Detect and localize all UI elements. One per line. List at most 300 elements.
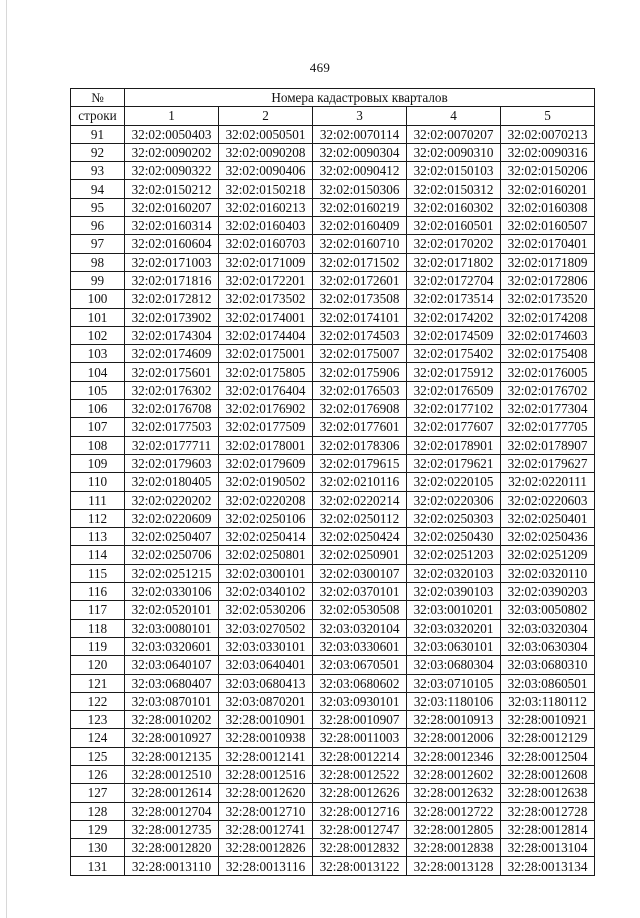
cadastral-number-cell: 32:02:0250414 <box>219 528 313 546</box>
cadastral-number-cell: 32:28:0013116 <box>219 857 313 875</box>
cadastral-number-cell: 32:28:0012638 <box>501 784 595 802</box>
table-row <box>71 235 595 253</box>
row-number-cell: 93 <box>71 162 125 180</box>
cadastral-number-cell: 32:28:0010938 <box>219 729 313 747</box>
cadastral-number-cell: 32:02:0250401 <box>501 509 595 527</box>
row-number-cell: 120 <box>71 656 125 674</box>
row-number-cell: 121 <box>71 674 125 692</box>
cadastral-number-cell: 32:02:0176702 <box>501 381 595 399</box>
cadastral-number-cell: 32:02:0150212 <box>125 180 219 198</box>
cadastral-number-cell: 32:28:0012141 <box>219 747 313 765</box>
table-row <box>71 656 595 674</box>
table-row <box>71 308 595 326</box>
cadastral-number-cell: 32:02:0179603 <box>125 454 219 472</box>
cadastral-number-cell: 32:02:0179615 <box>313 454 407 472</box>
row-number-cell: 95 <box>71 198 125 216</box>
header-row-label: строки <box>71 107 125 125</box>
cadastral-number-cell: 32:28:0012814 <box>501 820 595 838</box>
cadastral-number-cell: 32:02:0070114 <box>313 125 407 143</box>
row-number-cell: 124 <box>71 729 125 747</box>
cadastral-number-cell: 32:02:0178907 <box>501 436 595 454</box>
cadastral-number-cell: 32:02:0250106 <box>219 509 313 527</box>
cadastral-number-cell: 32:28:0010921 <box>501 711 595 729</box>
cadastral-number-cell: 32:28:0012346 <box>407 747 501 765</box>
cadastral-number-cell: 32:02:0176503 <box>313 381 407 399</box>
cadastral-number-cell: 32:02:0175007 <box>313 345 407 363</box>
header-column-3: 3 <box>313 107 407 125</box>
cadastral-number-cell: 32:02:0300101 <box>219 564 313 582</box>
table-row <box>71 253 595 271</box>
cadastral-number-cell: 32:03:0080101 <box>125 619 219 637</box>
cadastral-number-cell: 32:02:0175912 <box>407 363 501 381</box>
table-row <box>71 473 595 491</box>
cadastral-number-cell: 32:02:0250112 <box>313 509 407 527</box>
cadastral-number-cell: 32:02:0250436 <box>501 528 595 546</box>
row-number-cell: 126 <box>71 765 125 783</box>
row-number-cell: 97 <box>71 235 125 253</box>
table-row <box>71 290 595 308</box>
cadastral-number-cell: 32:02:0090202 <box>125 143 219 161</box>
cadastral-number-cell: 32:28:0013110 <box>125 857 219 875</box>
row-number-cell: 108 <box>71 436 125 454</box>
header-column-5: 5 <box>501 107 595 125</box>
cadastral-number-cell: 32:28:0012510 <box>125 765 219 783</box>
cadastral-number-cell: 32:02:0250430 <box>407 528 501 546</box>
row-number-cell: 115 <box>71 564 125 582</box>
cadastral-number-cell: 32:03:1180106 <box>407 692 501 710</box>
cadastral-number-cell: 32:03:0860501 <box>501 674 595 692</box>
cadastral-number-cell: 32:02:0174609 <box>125 345 219 363</box>
cadastral-number-cell: 32:02:0220202 <box>125 491 219 509</box>
cadastral-number-cell: 32:03:0330601 <box>313 637 407 655</box>
cadastral-number-cell: 32:02:0177601 <box>313 418 407 436</box>
table-row <box>71 729 595 747</box>
cadastral-quarters-table <box>70 88 595 876</box>
table-header-row-bottom <box>71 107 595 125</box>
table-row <box>71 418 595 436</box>
cadastral-number-cell: 32:02:0090316 <box>501 143 595 161</box>
table-row <box>71 692 595 710</box>
cadastral-number-cell: 32:28:0010913 <box>407 711 501 729</box>
cadastral-number-cell: 32:02:0330106 <box>125 583 219 601</box>
cadastral-number-cell: 32:28:0012704 <box>125 802 219 820</box>
table-row <box>71 546 595 564</box>
cadastral-number-cell: 32:02:0176908 <box>313 400 407 418</box>
cadastral-number-cell: 32:02:0174208 <box>501 308 595 326</box>
table-row <box>71 564 595 582</box>
cadastral-number-cell: 32:02:0171809 <box>501 253 595 271</box>
cadastral-number-cell: 32:02:0320110 <box>501 564 595 582</box>
table-row <box>71 326 595 344</box>
row-number-cell: 130 <box>71 839 125 857</box>
cadastral-number-cell: 32:03:0710105 <box>407 674 501 692</box>
row-number-cell: 92 <box>71 143 125 161</box>
cadastral-number-cell: 32:28:0011003 <box>313 729 407 747</box>
cadastral-number-cell: 32:02:0173514 <box>407 290 501 308</box>
table-row <box>71 784 595 802</box>
cadastral-number-cell: 32:28:0012722 <box>407 802 501 820</box>
cadastral-number-cell: 32:02:0370101 <box>313 583 407 601</box>
row-number-cell: 101 <box>71 308 125 326</box>
cadastral-number-cell: 32:28:0012516 <box>219 765 313 783</box>
cadastral-number-cell: 32:02:0050501 <box>219 125 313 143</box>
table-row <box>71 400 595 418</box>
row-number-cell: 127 <box>71 784 125 802</box>
cadastral-number-cell: 32:02:0174509 <box>407 326 501 344</box>
cadastral-number-cell: 32:28:0012728 <box>501 802 595 820</box>
table-row <box>71 857 595 875</box>
cadastral-number-cell: 32:02:0250303 <box>407 509 501 527</box>
cadastral-number-cell: 32:02:0176404 <box>219 381 313 399</box>
cadastral-number-cell: 32:02:0160314 <box>125 217 219 235</box>
table-row <box>71 125 595 143</box>
cadastral-number-cell: 32:28:0012838 <box>407 839 501 857</box>
cadastral-number-cell: 32:02:0530206 <box>219 601 313 619</box>
cadastral-number-cell: 32:02:0150206 <box>501 162 595 180</box>
table-row <box>71 601 595 619</box>
row-number-cell: 125 <box>71 747 125 765</box>
cadastral-number-cell: 32:28:0012710 <box>219 802 313 820</box>
row-number-cell: 113 <box>71 528 125 546</box>
table-row <box>71 619 595 637</box>
table-row <box>71 583 595 601</box>
cadastral-number-cell: 32:02:0174101 <box>313 308 407 326</box>
cadastral-number-cell: 32:02:0178001 <box>219 436 313 454</box>
cadastral-number-cell: 32:02:0176708 <box>125 400 219 418</box>
cadastral-number-cell: 32:02:0220111 <box>501 473 595 491</box>
cadastral-number-cell: 32:02:0177304 <box>501 400 595 418</box>
cadastral-number-cell: 32:02:0173902 <box>125 308 219 326</box>
cadastral-number-cell: 32:02:0172812 <box>125 290 219 308</box>
cadastral-number-cell: 32:02:0160308 <box>501 198 595 216</box>
cadastral-number-cell: 32:02:0210116 <box>313 473 407 491</box>
table-row <box>71 198 595 216</box>
cadastral-number-cell: 32:02:0171816 <box>125 271 219 289</box>
cadastral-number-cell: 32:03:0010201 <box>407 601 501 619</box>
cadastral-number-cell: 32:02:0160302 <box>407 198 501 216</box>
cadastral-number-cell: 32:02:0174304 <box>125 326 219 344</box>
cadastral-number-cell: 32:02:0250901 <box>313 546 407 564</box>
cadastral-number-cell: 32:28:0012602 <box>407 765 501 783</box>
cadastral-number-cell: 32:02:0390103 <box>407 583 501 601</box>
cadastral-number-cell: 32:02:0320103 <box>407 564 501 582</box>
cadastral-number-cell: 32:03:0320201 <box>407 619 501 637</box>
row-number-cell: 129 <box>71 820 125 838</box>
cadastral-number-cell: 32:02:0177607 <box>407 418 501 436</box>
cadastral-number-cell: 32:02:0175601 <box>125 363 219 381</box>
cadastral-number-cell: 32:02:0170202 <box>407 235 501 253</box>
table-body <box>71 125 595 875</box>
table-row <box>71 454 595 472</box>
scan-edge-line <box>6 0 7 918</box>
cadastral-number-cell: 32:02:0170401 <box>501 235 595 253</box>
cadastral-number-cell: 32:28:0012608 <box>501 765 595 783</box>
header-column-2: 2 <box>219 107 313 125</box>
cadastral-number-cell: 32:02:0250801 <box>219 546 313 564</box>
cadastral-number-cell: 32:02:0220214 <box>313 491 407 509</box>
cadastral-number-cell: 32:02:0090304 <box>313 143 407 161</box>
cadastral-number-cell: 32:02:0150218 <box>219 180 313 198</box>
table-row <box>71 180 595 198</box>
cadastral-number-cell: 32:02:0173520 <box>501 290 595 308</box>
header-column-4: 4 <box>407 107 501 125</box>
table-row <box>71 711 595 729</box>
cadastral-number-cell: 32:03:0680413 <box>219 674 313 692</box>
cadastral-number-cell: 32:02:0070207 <box>407 125 501 143</box>
cadastral-number-cell: 32:03:0680407 <box>125 674 219 692</box>
table-header-row-top <box>71 89 595 107</box>
cadastral-number-cell: 32:03:0050802 <box>501 601 595 619</box>
cadastral-number-cell: 32:03:0320601 <box>125 637 219 655</box>
cadastral-number-cell: 32:02:0175402 <box>407 345 501 363</box>
row-number-cell: 116 <box>71 583 125 601</box>
cadastral-number-cell: 32:28:0012632 <box>407 784 501 802</box>
cadastral-number-cell: 32:02:0174603 <box>501 326 595 344</box>
cadastral-number-cell: 32:02:0090322 <box>125 162 219 180</box>
cadastral-number-cell: 32:02:0160201 <box>501 180 595 198</box>
row-number-cell: 109 <box>71 454 125 472</box>
cadastral-number-cell: 32:02:0530508 <box>313 601 407 619</box>
row-number-cell: 105 <box>71 381 125 399</box>
cadastral-number-cell: 32:02:0178901 <box>407 436 501 454</box>
cadastral-number-cell: 32:28:0010901 <box>219 711 313 729</box>
cadastral-number-cell: 32:28:0012214 <box>313 747 407 765</box>
table-row <box>71 436 595 454</box>
row-number-cell: 112 <box>71 509 125 527</box>
cadastral-number-cell: 32:28:0013104 <box>501 839 595 857</box>
row-number-cell: 123 <box>71 711 125 729</box>
cadastral-number-cell: 32:02:0160507 <box>501 217 595 235</box>
row-number-cell: 102 <box>71 326 125 344</box>
cadastral-number-cell: 32:28:0012626 <box>313 784 407 802</box>
cadastral-number-cell: 32:02:0177711 <box>125 436 219 454</box>
cadastral-number-cell: 32:28:0012741 <box>219 820 313 838</box>
cadastral-number-cell: 32:02:0173508 <box>313 290 407 308</box>
cadastral-number-cell: 32:02:0176902 <box>219 400 313 418</box>
cadastral-number-cell: 32:28:0012522 <box>313 765 407 783</box>
cadastral-number-cell: 32:02:0220603 <box>501 491 595 509</box>
cadastral-number-cell: 32:02:0174503 <box>313 326 407 344</box>
cadastral-number-cell: 32:03:0680304 <box>407 656 501 674</box>
cadastral-number-cell: 32:02:0250706 <box>125 546 219 564</box>
cadastral-number-cell: 32:02:0171802 <box>407 253 501 271</box>
cadastral-number-cell: 32:02:0176509 <box>407 381 501 399</box>
row-number-cell: 111 <box>71 491 125 509</box>
cadastral-number-cell: 32:03:0630101 <box>407 637 501 655</box>
row-number-cell: 110 <box>71 473 125 491</box>
cadastral-number-cell: 32:02:0090208 <box>219 143 313 161</box>
cadastral-number-cell: 32:03:0930101 <box>313 692 407 710</box>
cadastral-number-cell: 32:28:0012735 <box>125 820 219 838</box>
cadastral-number-cell: 32:02:0172806 <box>501 271 595 289</box>
table-row <box>71 363 595 381</box>
page-number: 469 <box>309 60 331 75</box>
cadastral-number-cell: 32:03:1180112 <box>501 692 595 710</box>
cadastral-number-cell: 32:02:0070213 <box>501 125 595 143</box>
row-number-cell: 91 <box>71 125 125 143</box>
cadastral-number-cell: 32:03:0680310 <box>501 656 595 674</box>
cadastral-number-cell: 32:28:0012826 <box>219 839 313 857</box>
table-row <box>71 674 595 692</box>
cadastral-number-cell: 32:02:0176005 <box>501 363 595 381</box>
table-row <box>71 162 595 180</box>
cadastral-number-cell: 32:02:0220306 <box>407 491 501 509</box>
cadastral-number-cell: 32:02:0177509 <box>219 418 313 436</box>
cadastral-number-cell: 32:02:0173502 <box>219 290 313 308</box>
row-number-cell: 128 <box>71 802 125 820</box>
table-row <box>71 747 595 765</box>
cadastral-number-cell: 32:28:0010907 <box>313 711 407 729</box>
cadastral-number-cell: 32:02:0171003 <box>125 253 219 271</box>
cadastral-number-cell: 32:02:0300107 <box>313 564 407 582</box>
cadastral-number-cell: 32:02:0160207 <box>125 198 219 216</box>
table-row <box>71 143 595 161</box>
cadastral-number-cell: 32:28:0012129 <box>501 729 595 747</box>
cadastral-number-cell: 32:03:0870101 <box>125 692 219 710</box>
cadastral-number-cell: 32:02:0172601 <box>313 271 407 289</box>
cadastral-number-cell: 32:03:0320104 <box>313 619 407 637</box>
cadastral-number-cell: 32:02:0160703 <box>219 235 313 253</box>
cadastral-number-cell: 32:02:0220609 <box>125 509 219 527</box>
cadastral-number-cell: 32:02:0160213 <box>219 198 313 216</box>
cadastral-number-cell: 32:02:0340102 <box>219 583 313 601</box>
cadastral-number-cell: 32:02:0174202 <box>407 308 501 326</box>
cadastral-number-cell: 32:03:0640107 <box>125 656 219 674</box>
cadastral-number-cell: 32:02:0150312 <box>407 180 501 198</box>
header-column-1: 1 <box>125 107 219 125</box>
row-number-cell: 118 <box>71 619 125 637</box>
table-row <box>71 528 595 546</box>
cadastral-number-cell: 32:02:0172201 <box>219 271 313 289</box>
cadastral-number-cell: 32:02:0160710 <box>313 235 407 253</box>
table-row <box>71 802 595 820</box>
row-number-cell: 99 <box>71 271 125 289</box>
cadastral-number-cell: 32:02:0250424 <box>313 528 407 546</box>
table-row <box>71 491 595 509</box>
cadastral-number-cell: 32:03:0870201 <box>219 692 313 710</box>
row-number-cell: 114 <box>71 546 125 564</box>
cadastral-number-cell: 32:28:0012747 <box>313 820 407 838</box>
table-row <box>71 839 595 857</box>
cadastral-number-cell: 32:02:0160501 <box>407 217 501 235</box>
table-row <box>71 217 595 235</box>
cadastral-number-cell: 32:28:0012135 <box>125 747 219 765</box>
cadastral-number-cell: 32:28:0012716 <box>313 802 407 820</box>
cadastral-number-cell: 32:03:0680602 <box>313 674 407 692</box>
cadastral-number-cell: 32:02:0179609 <box>219 454 313 472</box>
cadastral-number-cell: 32:28:0013122 <box>313 857 407 875</box>
cadastral-number-cell: 32:02:0180405 <box>125 473 219 491</box>
cadastral-number-cell: 32:02:0171009 <box>219 253 313 271</box>
cadastral-number-cell: 32:28:0012805 <box>407 820 501 838</box>
row-number-cell: 122 <box>71 692 125 710</box>
cadastral-number-cell: 32:02:0175408 <box>501 345 595 363</box>
cadastral-number-cell: 32:02:0150306 <box>313 180 407 198</box>
cadastral-number-cell: 32:02:0175805 <box>219 363 313 381</box>
table-row <box>71 271 595 289</box>
cadastral-number-cell: 32:28:0012006 <box>407 729 501 747</box>
table-row <box>71 765 595 783</box>
cadastral-number-cell: 32:02:0178306 <box>313 436 407 454</box>
cadastral-number-cell: 32:03:0630304 <box>501 637 595 655</box>
cadastral-number-cell: 32:02:0171502 <box>313 253 407 271</box>
cadastral-number-cell: 32:28:0012620 <box>219 784 313 802</box>
cadastral-number-cell: 32:02:0090412 <box>313 162 407 180</box>
table-row <box>71 637 595 655</box>
table-row <box>71 381 595 399</box>
table-row <box>71 509 595 527</box>
row-number-cell: 107 <box>71 418 125 436</box>
cadastral-number-cell: 32:28:0012504 <box>501 747 595 765</box>
cadastral-number-cell: 32:02:0177503 <box>125 418 219 436</box>
row-number-cell: 117 <box>71 601 125 619</box>
cadastral-number-cell: 32:28:0012820 <box>125 839 219 857</box>
row-number-cell: 103 <box>71 345 125 363</box>
row-number-cell: 100 <box>71 290 125 308</box>
cadastral-number-cell: 32:02:0251215 <box>125 564 219 582</box>
cadastral-number-cell: 32:02:0160604 <box>125 235 219 253</box>
cadastral-number-cell: 32:02:0160219 <box>313 198 407 216</box>
header-cadastral-numbers: Номера кадастровых кварталов <box>125 89 595 107</box>
cadastral-number-cell: 32:28:0012832 <box>313 839 407 857</box>
cadastral-number-cell: 32:02:0250407 <box>125 528 219 546</box>
row-number-cell: 131 <box>71 857 125 875</box>
cadastral-number-cell: 32:02:0174001 <box>219 308 313 326</box>
cadastral-number-cell: 32:02:0090406 <box>219 162 313 180</box>
cadastral-number-cell: 32:28:0013128 <box>407 857 501 875</box>
cadastral-number-cell: 32:28:0010202 <box>125 711 219 729</box>
row-number-cell: 96 <box>71 217 125 235</box>
cadastral-number-cell: 32:03:0330101 <box>219 637 313 655</box>
row-number-cell: 106 <box>71 400 125 418</box>
cadastral-number-cell: 32:03:0270502 <box>219 619 313 637</box>
cadastral-number-cell: 32:02:0520101 <box>125 601 219 619</box>
cadastral-number-cell: 32:02:0160409 <box>313 217 407 235</box>
cadastral-number-cell: 32:02:0174404 <box>219 326 313 344</box>
cadastral-number-cell: 32:28:0012614 <box>125 784 219 802</box>
cadastral-number-cell: 32:02:0176302 <box>125 381 219 399</box>
cadastral-number-cell: 32:03:0320304 <box>501 619 595 637</box>
cadastral-number-cell: 32:02:0390203 <box>501 583 595 601</box>
header-num-symbol: № <box>71 89 125 107</box>
cadastral-number-cell: 32:02:0172704 <box>407 271 501 289</box>
cadastral-number-cell: 32:02:0220208 <box>219 491 313 509</box>
row-number-cell: 98 <box>71 253 125 271</box>
cadastral-number-cell: 32:02:0177705 <box>501 418 595 436</box>
row-number-cell: 104 <box>71 363 125 381</box>
cadastral-number-cell: 32:03:0640401 <box>219 656 313 674</box>
cadastral-number-cell: 32:02:0179621 <box>407 454 501 472</box>
table-row <box>71 345 595 363</box>
cadastral-number-cell: 32:02:0177102 <box>407 400 501 418</box>
cadastral-number-cell: 32:02:0090310 <box>407 143 501 161</box>
cadastral-number-cell: 32:02:0190502 <box>219 473 313 491</box>
cadastral-number-cell: 32:28:0010927 <box>125 729 219 747</box>
table-row <box>71 820 595 838</box>
cadastral-number-cell: 32:02:0175001 <box>219 345 313 363</box>
cadastral-number-cell: 32:02:0160403 <box>219 217 313 235</box>
cadastral-number-cell: 32:02:0251209 <box>501 546 595 564</box>
cadastral-number-cell: 32:02:0179627 <box>501 454 595 472</box>
cadastral-number-cell: 32:02:0220105 <box>407 473 501 491</box>
row-number-cell: 94 <box>71 180 125 198</box>
cadastral-number-cell: 32:02:0175906 <box>313 363 407 381</box>
cadastral-number-cell: 32:02:0050403 <box>125 125 219 143</box>
cadastral-number-cell: 32:28:0013134 <box>501 857 595 875</box>
cadastral-number-cell: 32:03:0670501 <box>313 656 407 674</box>
cadastral-number-cell: 32:02:0150103 <box>407 162 501 180</box>
row-number-cell: 119 <box>71 637 125 655</box>
